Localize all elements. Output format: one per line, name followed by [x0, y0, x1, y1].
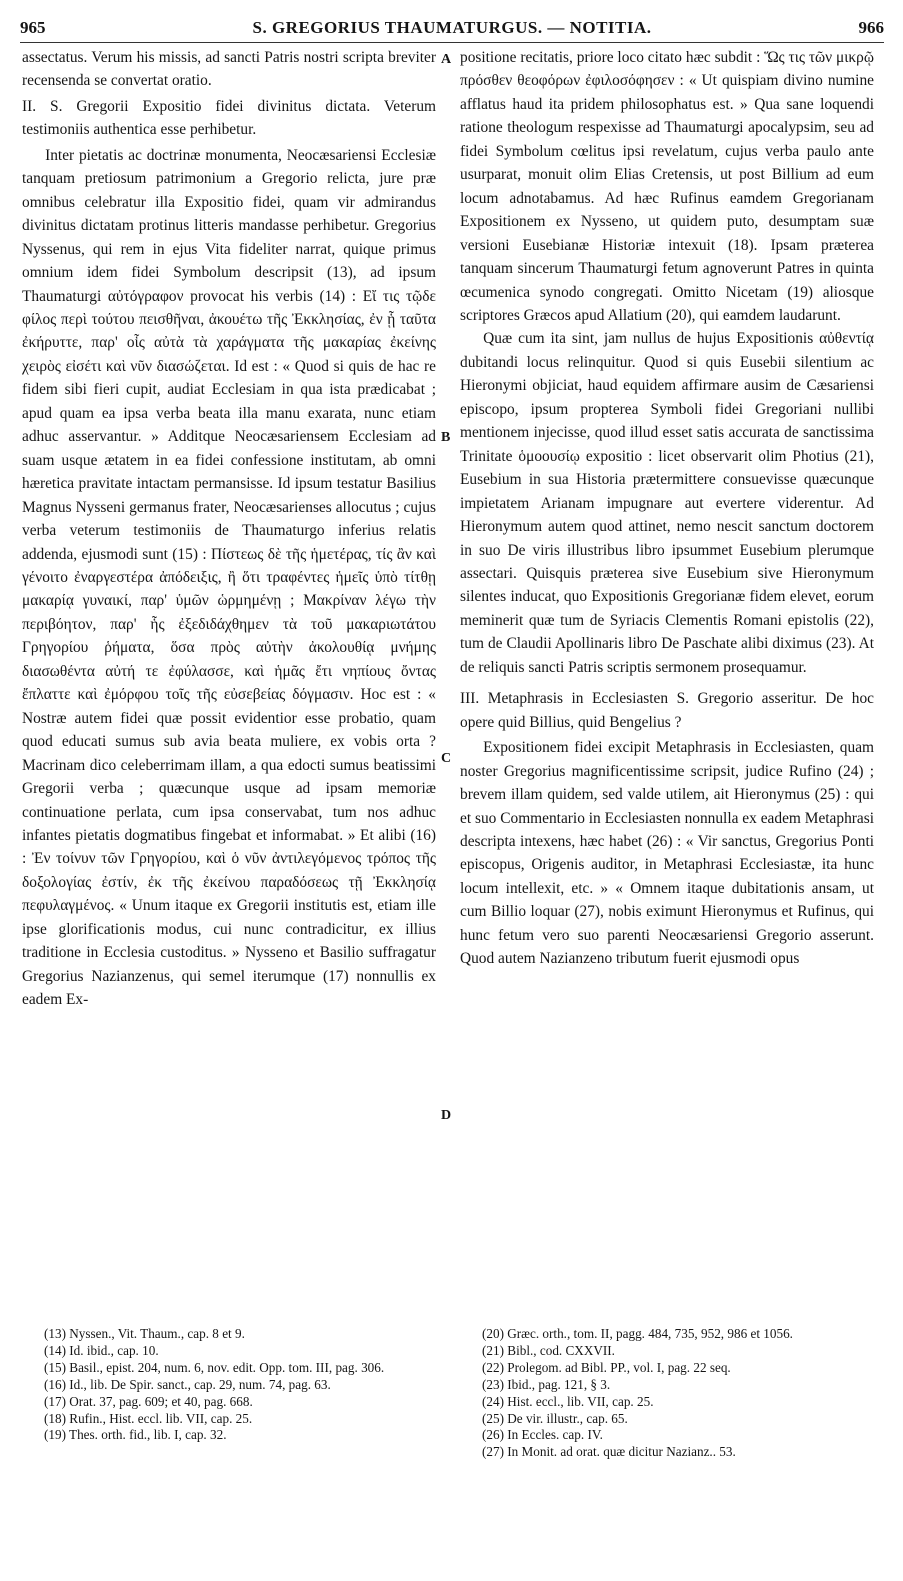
footnote: (21) Bibl., cod. CXXVII.	[482, 1342, 615, 1358]
footnotes-right	[460, 1326, 874, 1461]
footnote: (23) Ibid., pag. 121, § 3.	[482, 1376, 611, 1392]
right-column	[460, 46, 874, 971]
footnote: (20) Græc. orth., tom. II, pagg. 484, 735, 952, 986 et 1056.	[482, 1326, 793, 1341]
section-2-heading: II. S. Gregorii Expositio fidei divinitus dictata. Veterum testimoniis authentica esse perhibetur.	[22, 97, 436, 139]
page-header	[20, 14, 884, 43]
footnote: (24) Hist. eccl., lib. VII, cap. 25.	[482, 1393, 654, 1409]
right-continuation-paragraph: positione recitatis, priore loco citato hæc subdit : Ὥς τις τῶν μικρῷ πρόσθεν θεοφόρων ἐφιλοσόφησεν : « Ut quispiam divino numine afflatus haud ita pridem philosophatus est. » Qua sane loquendi ratione theologum respexisse ad Thaumaturgi apocalypsim, seu ad fidei Symbolum cœlitus ipsi revelatum, cujus verba paulo ante usurparat, monuit olim Elias Cretensis, ut post Billium ad eum locum adnotabamus. Ad hæc Rufinus eamdem Gregorianam Expositionem ex Nysseno, ut quidem puto, desumptam suæ versioni Eusebianæ Historiæ intexuit (18). Ipsam præterea tanquam sincerum Thaumaturgi fetum agnoverunt Patres in quinta œcumenica synodo congregati. Omitto Nicetam (19) aliosque scriptores Græcos apud Allatium (20), qui eamdem laudarunt.	[460, 49, 874, 324]
left-paragraph-1: Inter pietatis ac doctrinæ monumenta, Neocæsariensi Ecclesiæ tanquam pretiosum patrimonium a Gregorio relicta, jure præ omnibus celebratur illa Expositio fidei, quam vir admirandus divinitus dictatam protinus litteris mandasse perhibetur. Gregorius Nyssenus, qui rem in ejus Vita fideliter narrat, quique primus omnium idem fidei Symbolum descripsit (13), ad ipsum Thaumaturgi αὐτόγραφον provocat his verbis (14) : Εἴ τις τῷδε φίλος περὶ τούτου πεισθῆναι, ἀκουέτω τῆς Ἐκκλησίας, ἐν ᾗ ταῦτα ἐκήρυττε, παρ' οἷς αὐτὰ τὰ χαράγματα τῆς μακαρίας ἐκείνης χειρὸς εἰσέτι καὶ νῦν διασώζεται. Id est : « Quod si quis de hac re fidem sibi fieri cupit, audiat Ecclesiam in qua ista prædicabat ; apud quam ea ipsa verba beata illa manu exarata, nunc etiam adhuc asservantur. » Additque Neocæsariensem Ecclesiam ad suam usque ætatem in ea fidei confessione institutam, ab omni hæretica pravitate intactam permansisse. Id ipsum testatur Basilius Magnus Nysseni germanus frater, Neocæsarienses allocutus ; cujus verba veterum testimoniis de Thaumaturgo inferius relatis addenda, ejusmodi sunt (15) : Πίστεως δὲ τῆς ἡμετέρας, τίς ἂν καὶ γένοιτο ἐναργεστέρα ἀπόδειξις, ἢ ὅτι τραφέντες ἡμεῖς ὑπὸ τίτθῃ μακαρίᾳ γυναικί, παρ' ὑμῶν ὡρμημένῃ ; Μακρίναν λέγω τὴν περιβόητον, παρ' ἧς ἐξεδιδάχθημεν τὰ τοῦ μακαριωτάτου Γρηγορίου ῥήματα, ὅσα πρὸς αὐτὴν ἀκολουθίᾳ μνήμης διασωθέντα αὐτή τε ἐφύλασσε, καὶ ἡμᾶς ἔτι νηπίους ὄντας ἔπλαττε καὶ ἐμόρφου τοῖς τῆς εὐσεβείας δόγμασιν. Hoc est : « Nostræ autem fidei quæ possit evidentior esse probatio, quam quod educati sumus sub avia beata muliere, ex vobis orta ? Macrinam dico celeberrimam illam, a qua edocti sumus beatissimi Gregorii verba ; quæcunque usque ad ipsam memoriæ continuatione perlata, cum ipsa conservabat, tum nos adhuc infantes pietatis dogmatibus fingebat et informabat. » Et alibi (16) : Ἐν τοίνυν τῶν Γρηγορίου, καὶ ὁ νῦν ἀντιλεγόμενος τρόπος τῆς δοξολογίας ἐστίν, ἐκ τῆς ἐκείνου παραδόσεως τῇ Ἐκκλησίᾳ πεφυλαγμένος. « Unum itaque ex Gregorii institutis est, etiam ille ipse glorificationis modus, cui nunc contradicitur, ex illius traditione in Ecclesia custoditus. » Nysseno et Basilio suffragatur Gregorius Nazianzenus, qui semel iterumque (17) nonnullis ex eadem Ex-	[22, 146, 436, 1009]
footnote: (19) Thes. orth. fid., lib. I, cap. 32.	[44, 1427, 227, 1443]
footnotes-left	[22, 1326, 436, 1444]
footnote: (15) Basil., epist. 204, num. 6, nov. edit. Opp. tom. III, pag. 306.	[44, 1359, 385, 1375]
footnote: (18) Rufin., Hist. eccl. lib. VII, cap. 25.	[44, 1410, 253, 1426]
footnote: (14) Id. ibid., cap. 10.	[44, 1342, 159, 1358]
footnote: (27) In Monit. ad orat. quæ dicitur Nazianz.. 53.	[482, 1444, 736, 1460]
page-number-right: 966	[858, 18, 884, 37]
footnote: (16) Id., lib. De Spir. sanct., cap. 29, num. 74, pag. 63.	[44, 1376, 331, 1392]
margin-marker-a: A	[441, 52, 452, 67]
footnote: (22) Prolegom. ad Bibl. PP., vol. I, pag. 22 seq.	[482, 1359, 731, 1375]
margin-marker-d: D	[441, 1108, 452, 1123]
footnote: (26) In Eccles. cap. IV.	[482, 1427, 603, 1443]
footnote: (13) Nyssen., Vit. Thaum., cap. 8 et 9.	[44, 1326, 245, 1341]
margin-marker-c: C	[441, 751, 452, 766]
left-column	[22, 46, 436, 1012]
right-paragraph-3: Expositionem fidei excipit Metaphrasis in Ecclesiasten, quam noster Gregorius magnificentissime scripsit, judice Rufino (24) ; brevem illam quidem, sed valde utilem, ait Hieronymus (25) : qui et suo Commentario in Ecclesiasten nonnulla ex eadem Metaphrasi descripta intexens, hæc habet (26) : « Vir sanctus, Gregorius Ponti episcopus, Origenis auditor, in Metaphrasi Ecclesiastæ, ita hunc locum intellexit, etc. » « Omnem itaque dubitationis ansam, ut cum Billio loquar (27), nobis eximunt Hieronymus et Rufinus, qui hunc fetum vero suo parenti Neocæsariensi Gregorio asserunt. Quod autem Nazianzeno tributum fuerit ejusmodi opus	[460, 739, 874, 968]
footnote: (17) Orat. 37, pag. 609; et 40, pag. 668.	[44, 1393, 253, 1409]
footnote: (25) De vir. illustr., cap. 65.	[482, 1410, 628, 1426]
left-opening-paragraph: assectatus. Verum his missis, ad sancti Patris nostri scripta breviter recensenda se convertat oratio.	[22, 49, 436, 90]
margin-marker-b: B	[441, 430, 451, 445]
right-paragraph-2: Quæ cum ita sint, jam nullus de hujus Expositionis αὐθεντίᾳ dubitandi locus relinquitur. Quod si quis Eusebii silentium ac Hieronymi objiciat, haud equidem affirmare ausim de Cæsariensi episcopo, ipsum propterea Symboli fidei Gregoriani nullibi mentionem injecisse, quod illud esset satis accurata de sanctissima Trinitate ὁμοουσίῳ expositio : licet observarit olim Photius (21), Eusebium in sua Historia prætermittere consuevisse quæcunque impietatem Arianam impugnare aut evertere viderentur. Ad Hieronymum autem quod attinet, nemo nescit sanctum doctorem in suo De viris illustribus libro ipsummet Eusebium plerumque assectari. Quisquis præterea sive Eusebium sive Hieronymum silentes inducat, quo Expositionis Gregorianæ fidem elevet, eorum meminerit quæ tum de Syriacis Clementis Romani epistolis (22), tum de Claudii Apollinaris libro De Paschate alibi diximus (23). At de reliquis sancti Patris scriptis sermonem prosequamur.	[460, 330, 874, 676]
section-3-heading: III. Metaphrasis in Ecclesiasten S. Gregorio asseritur. De hoc opere quid Billius, quid Bengelius ?	[460, 690, 874, 731]
running-title: S. GREGORIUS THAUMATURGUS. — NOTITIA.	[252, 18, 652, 37]
page-number-left: 965	[20, 18, 46, 37]
